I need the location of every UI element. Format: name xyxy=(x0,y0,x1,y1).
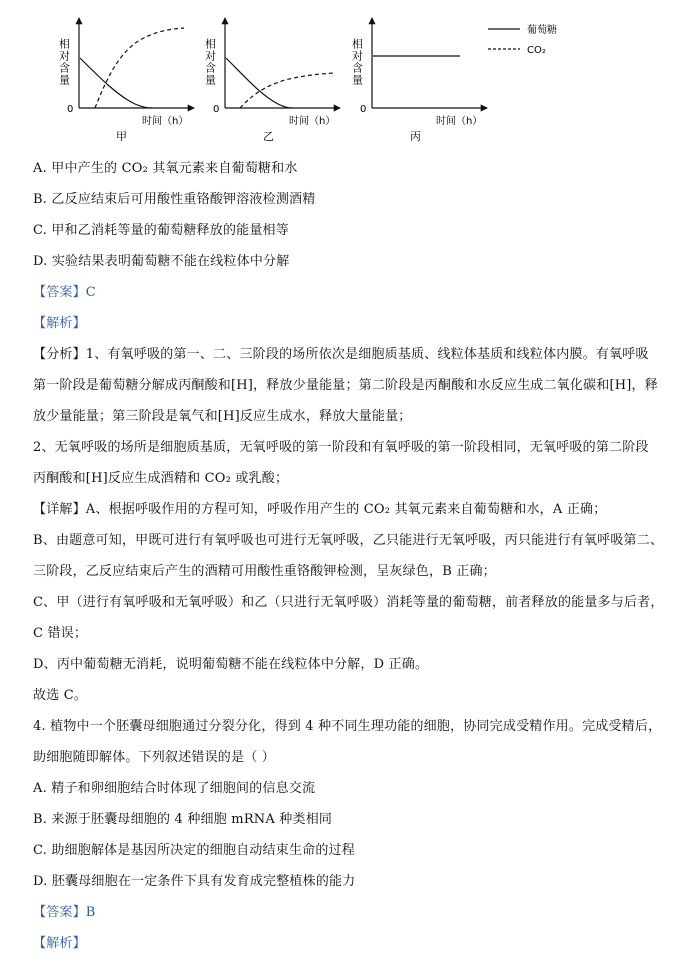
x-axis-label: 时间（h） xyxy=(289,116,336,127)
analysis-line: 2、无氧呼吸的场所是细胞质基质，无氧呼吸的第一阶段和有氧呼吸的第一阶段相同，无氧呼吸的第二阶段 xyxy=(33,440,649,455)
option-a: A. 甲中产生的 CO₂ 其氧元素来自葡萄糖和水 xyxy=(33,161,298,176)
analysis-line: 丙酮酸和[H]反应生成酒精和 CO₂ 或乳酸； xyxy=(33,471,289,486)
y-axis-label: 相对含量 xyxy=(350,38,364,86)
detail-line: D、丙中葡萄糖无消耗，说明葡萄糖不能在线粒体中分解，D 正确。 xyxy=(33,657,429,672)
legend-glucose-label: 葡萄糖 xyxy=(527,25,557,36)
q4-option-a: A. 精子和卵细胞结合时体现了细胞间的信息交流 xyxy=(33,781,316,796)
panel-label: 丙 xyxy=(410,130,421,143)
chart-panel-jia xyxy=(58,18,195,143)
chart-panel-yi xyxy=(204,18,341,143)
co2-curve xyxy=(240,73,334,108)
analysis-line: 【分析】1、有氧呼吸的第一、二、三阶段的场所依次是细胞质基质、线粒体基质和线粒体内膜。有氧呼吸 xyxy=(33,347,649,362)
answer-tag: 【答案】C xyxy=(33,285,96,300)
origin-label: 0 xyxy=(67,104,74,115)
option-d: D. 实验结果表明葡萄糖不能在线粒体中分解 xyxy=(33,254,290,269)
detail-line: C 错误； xyxy=(33,626,88,641)
x-axis-label: 时间（h） xyxy=(436,116,483,127)
x-axis-label: 时间（h） xyxy=(142,116,189,127)
q4-answer-tag: 【答案】B xyxy=(33,905,96,920)
analysis-line: 第一阶段是葡萄糖分解成丙酮酸和[H]，释放少量能量；第二阶段是丙酮酸和水反应生成二氧化碳和[H]，释 xyxy=(33,378,658,393)
origin-label: 0 xyxy=(360,104,367,115)
analysis-tag: 【解析】 xyxy=(33,316,86,331)
origin-label: 0 xyxy=(213,104,220,115)
co2-curve xyxy=(95,28,184,108)
y-axis-label: 相对含量 xyxy=(203,38,217,86)
option-c: C. 甲和乙消耗等量的葡萄糖释放的能量相等 xyxy=(33,223,289,238)
detail-line: 【详解】A、根据呼吸作用的方程可知，呼吸作用产生的 CO₂ 其氧元素来自葡萄糖和水，A 正确； xyxy=(33,502,607,517)
detail-line: 三阶段，乙反应结束后产生的酒精可用酸性重铬酸钾检测，呈灰绿色，B 正确； xyxy=(33,564,496,579)
panel-label: 乙 xyxy=(263,130,274,143)
detail-line: B、由题意可知，甲既可进行有氧呼吸也可进行无氧呼吸，乙只能进行无氧呼吸，丙只能进行有氧呼吸第二、 xyxy=(33,533,664,548)
detail-line: C、甲（进行有氧呼吸和无氧呼吸）和乙（只进行无氧呼吸）消耗等量的葡萄糖，前者释放的能量多与后者， xyxy=(33,595,664,610)
chart-panel-bing xyxy=(351,18,488,143)
q4-option-c: C. 助细胞解体是基因所决定的细胞自动结束生命的过程 xyxy=(33,843,355,858)
chart-legend xyxy=(488,23,557,56)
panel-label: 甲 xyxy=(116,130,127,143)
y-axis-label: 相对含量 xyxy=(57,38,71,86)
legend-co2-label: CO₂ xyxy=(527,45,546,56)
question-4-stem: 助细胞随即解体。下列叙述错误的是（ ） xyxy=(33,750,275,765)
analysis-line: 放少量能量；第三阶段是氧气和[H]反应生成水，释放大量能量； xyxy=(33,409,412,424)
glucose-curve xyxy=(80,58,152,108)
q4-analysis-tag: 【解析】 xyxy=(33,936,86,951)
glucose-curve xyxy=(226,58,292,108)
charts-figure xyxy=(0,0,693,148)
option-b: B. 乙反应结束后可用酸性重铬酸钾溶液检测酒精 xyxy=(33,192,316,207)
conclusion-line: 故选 C。 xyxy=(33,688,88,703)
q4-option-b: B. 来源于胚囊母细胞的 4 种细胞 mRNA 种类相同 xyxy=(33,812,333,827)
q4-option-d: D. 胚囊母细胞在一定条件下具有发育成完整植株的能力 xyxy=(33,874,356,889)
question-4-stem: 4. 植物中一个胚囊母细胞通过分裂分化，得到 4 种不同生理功能的细胞，协同完成受精作用。完成受精后， xyxy=(33,719,662,734)
